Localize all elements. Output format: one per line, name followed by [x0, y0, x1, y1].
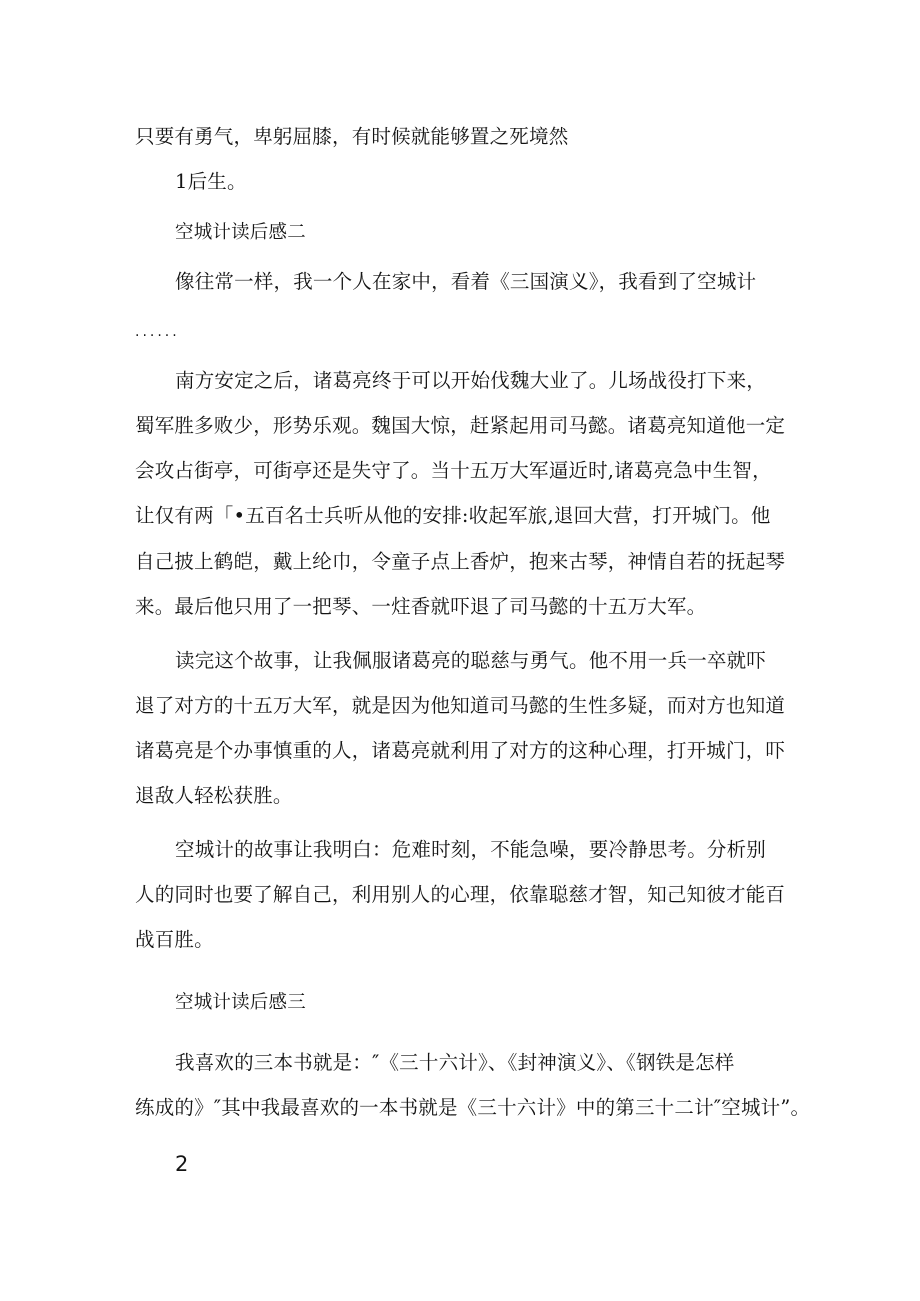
story-line-4: 让仅有两「•五百名士兵听从他的安排:收起军旅,退回大营，打开城门。他 — [135, 504, 771, 527]
section3-intro-line-2: 练成的》″其中我最喜欢的一本书就是《三十六计》中的第三十二计″空城计”。 — [135, 1096, 811, 1119]
story-line-2: 蜀军胜多败少，形势乐观。魏国大惊，赶紧起用司马懿。诸葛亮知道他一定 — [135, 414, 786, 437]
section2-intro-line-1: 像往常一样，我一个人在家中，看着《三国演义》，我看到了空城计 — [175, 270, 757, 293]
section3-heading: 空城计读后感三 — [175, 992, 306, 1013]
story-line-1: 南方安定之后，诸葛亮终于可以开始伐魏大业了。儿场战役打下来， — [175, 369, 767, 392]
lesson-line-1: 空城计的故事让我明白：危难时刻，不能急噪，要冷静思考。分析别 — [175, 838, 767, 861]
reflection-line-3: 诸葛亮是个办事慎重的人，诸葛亮就利用了对方的这种心理，打开城门，吓 — [135, 739, 786, 762]
lesson-line-3: 战百胜。 — [135, 928, 214, 951]
story-line-5: 自己披上鹤皑，戴上纶巾，令童子点上香炉，抱来古琴，神情自若的抚起琴 — [135, 550, 786, 573]
fragment-line-2: 1后生。 — [175, 170, 247, 193]
section2-heading: 空城计读后感二 — [175, 222, 306, 243]
reflection-line-1: 读完这个故事，让我佩服诸葛亮的聪慈与勇气。他不用一兵一卒就吓 — [175, 649, 767, 672]
lesson-line-2: 人的同时也要了解自己，利用别人的心理，依靠聪慈才智，知己知彼才能百 — [135, 883, 786, 906]
story-line-6: 来。最后他只用了一把琴、一炷香就吓退了司马懿的十五万大军。 — [135, 595, 707, 618]
section2-intro-ellipsis: ...... — [135, 324, 180, 340]
section3-intro-line-1: 我喜欢的三本书就是：″《三十六计》、《封神演义》、《钢铁是怎样 — [175, 1051, 735, 1074]
reflection-line-2: 退了对方的十五万大军，就是因为他知道司马懿的生性多疑，而对方也知道 — [135, 694, 786, 717]
page-number: 2 — [175, 1152, 189, 1176]
fragment-line-1: 只要有勇气，卑躬屈膝，有时候就能够置之死境然 — [135, 125, 569, 148]
reflection-line-4: 退敌人轻松获胜。 — [135, 784, 293, 807]
story-line-3: 会攻占街亭，可街亭还是失守了。当十五万大军逼近时,诸葛亮急中生智， — [135, 459, 772, 482]
